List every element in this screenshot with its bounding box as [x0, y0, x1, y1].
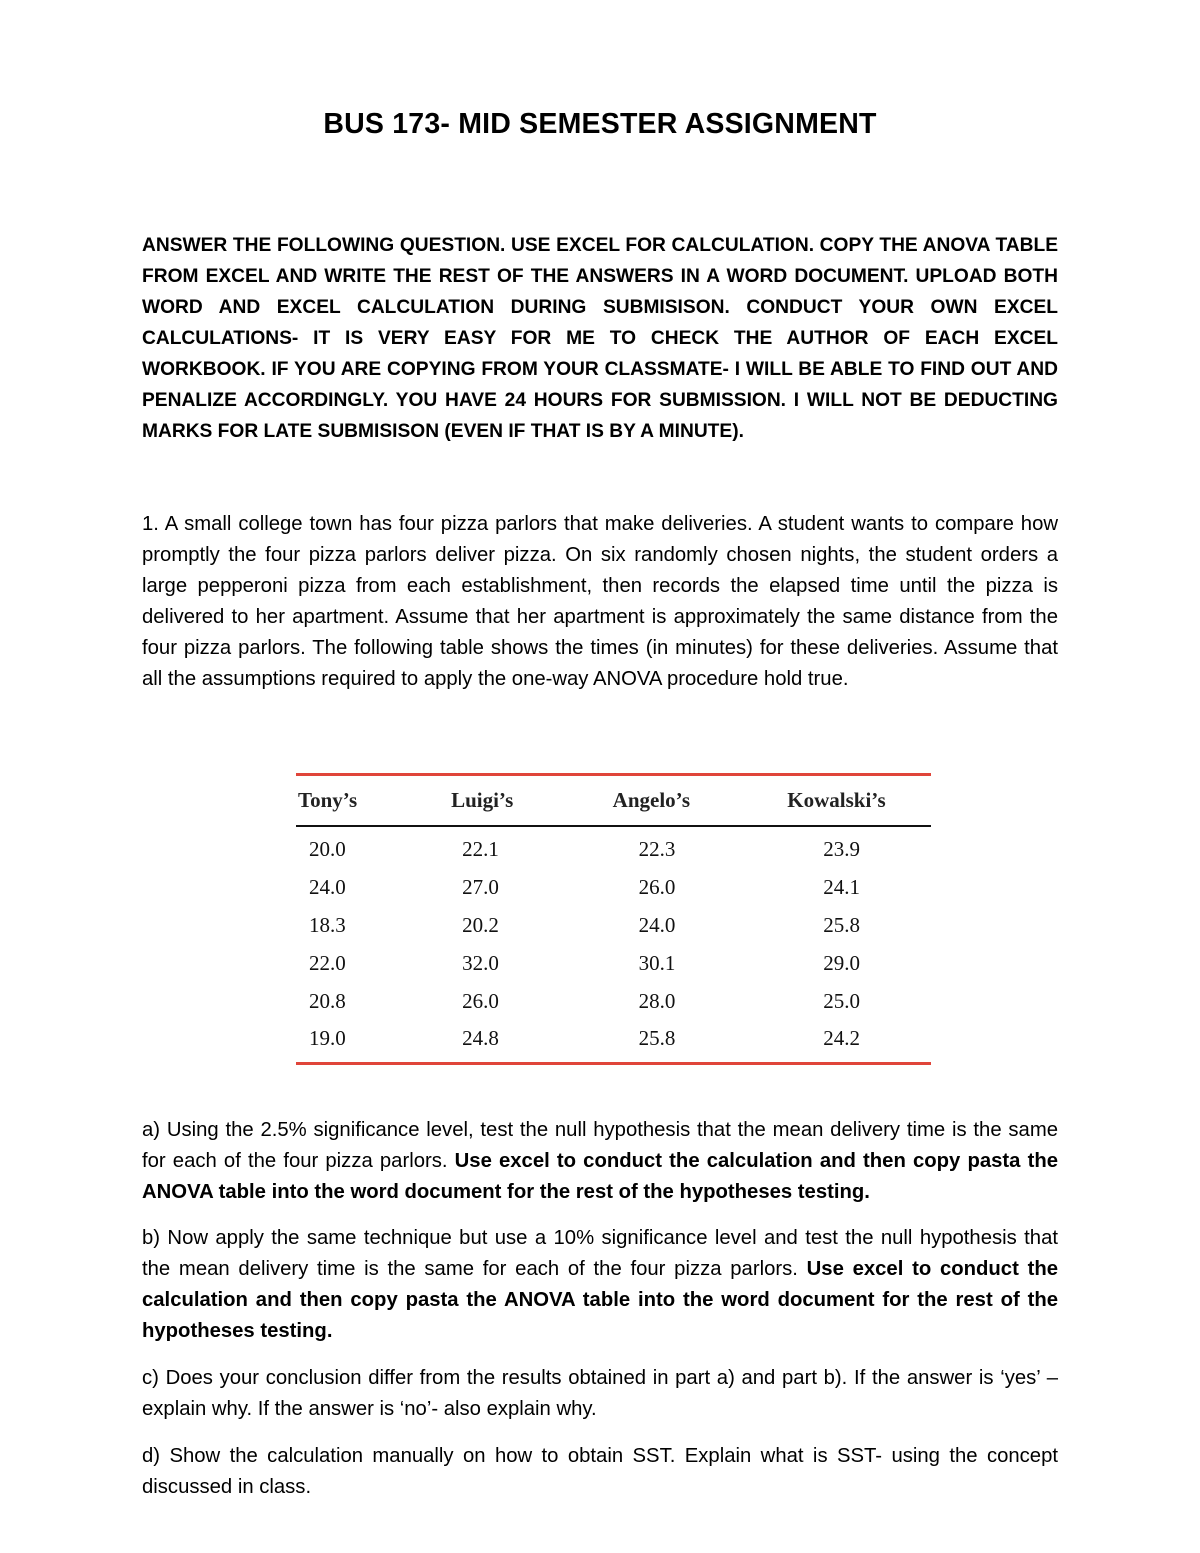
- table-cell: 20.8: [309, 988, 346, 1013]
- table-cell: 24.0: [309, 875, 346, 900]
- table-cell: 24.0: [638, 912, 676, 937]
- table-cell: 20.2: [462, 912, 499, 937]
- part-a-text: a) Using the 2.5% significance level, test the null hypothesis that the mean delivery time is the same for each of the four pizza parlors.: [142, 1119, 1058, 1172]
- page-title: BUS 173- MID SEMESTER ASSIGNMENT: [323, 108, 877, 140]
- table-cell: 26.0: [638, 875, 676, 900]
- column-header-kowalskis: Kowalski’s: [787, 788, 886, 812]
- table-cell: 28.0: [638, 988, 676, 1013]
- table-cell: 24.1: [823, 875, 861, 900]
- question-part-d: d) Show the calculation manually on how to obtain SST. Explain what is SST- using the concept discussed in class.: [142, 1445, 1058, 1498]
- table-row: [296, 869, 931, 907]
- part-a-bold-instruction: Use excel to conduct the calculation and then copy pasta the ANOVA table into the word document for the rest of the hypotheses testing.: [142, 1150, 1058, 1203]
- question-part-b: [142, 1223, 1058, 1347]
- table-cell: 25.8: [638, 1026, 676, 1051]
- table-cell: 29.0: [823, 950, 861, 975]
- table-cell: 23.9: [823, 837, 861, 862]
- table-cell: 32.0: [462, 950, 499, 975]
- table-row: [296, 944, 931, 982]
- table-cell: 19.0: [309, 1026, 346, 1051]
- table-cell: 26.0: [462, 988, 499, 1013]
- assignment-instructions: ANSWER THE FOLLOWING QUESTION. USE EXCEL FOR CALCULATION. COPY THE ANOVA TABLE FROM EXCEL AND WRITE THE REST OF THE ANSWERS IN A WORD DOCUMENT. UPLOAD BOTH WORD AND EXCEL CALCULATION DURING SUBMISISON. CONDUCT YOUR OWN EXCEL CALCULATIONS- IT IS VERY EASY FOR ME TO CHECK THE AUTHOR OF EACH EXCEL WORKBOOK. IF YOU ARE COPYING FROM YOUR CLASSMATE- I WILL BE ABLE TO FIND OUT AND PENALIZE ACCORDINGLY. YOU HAVE 24 HOURS FOR SUBMISSION. I WILL NOT BE DEDUCTING MARKS FOR LATE SUBMISISON (EVEN IF THAT IS BY A MINUTE).: [142, 235, 1058, 442]
- delivery-times-table-wrapper: [296, 773, 931, 1065]
- table-row: [296, 826, 931, 869]
- question-part-a: [142, 1115, 1058, 1208]
- part-b-text: b) Now apply the same technique but use a 10% significance level and test the null hypothesis that the mean delivery time is the same for each of the four pizza parlors.: [142, 1227, 1058, 1280]
- table-cell: 25.8: [823, 912, 861, 937]
- table-cell: 24.8: [462, 1026, 499, 1051]
- question-part-c: c) Does your conclusion differ from the results obtained in part a) and part b). If the answer is ‘yes’ – explain why. If the answer is ‘no’- also explain why.: [142, 1367, 1058, 1420]
- table-cell: 20.0: [309, 837, 346, 862]
- table-cell: 24.2: [823, 1026, 861, 1051]
- table-row: [296, 1020, 931, 1063]
- table-header-row: [296, 775, 931, 827]
- question-1-text: 1. A small college town has four pizza parlors that make deliveries. A student wants to compare how promptly the four pizza parlors deliver pizza. On six randomly chosen nights, the student orders a large pepperoni pizza from each establishment, then records the elapsed time until the pizza is delivered to her apartment. Assume that her apartment is approximately the same distance from the four pizza parlors. The following table shows the times (in minutes) for these deliveries. Assume that all the assumptions required to apply the one-way ANOVA procedure hold true.: [142, 513, 1058, 690]
- table-row: [296, 907, 931, 945]
- table-cell: 18.3: [309, 912, 346, 937]
- table-cell: 22.3: [638, 837, 676, 862]
- delivery-times-table: [296, 773, 931, 1065]
- column-header-tonys: Tony’s: [298, 788, 358, 812]
- table-row: [296, 982, 931, 1020]
- table-cell: 30.1: [638, 950, 676, 975]
- column-header-luigis: Luigi’s: [451, 788, 514, 812]
- column-header-angelos: Angelo’s: [612, 788, 691, 812]
- table-cell: 22.0: [309, 950, 346, 975]
- part-b-bold-instruction: Use excel to conduct the calculation and then copy pasta the ANOVA table into the word document for the rest of the hypotheses testing.: [142, 1258, 1058, 1342]
- table-cell: 22.1: [462, 837, 499, 862]
- table-cell: 25.0: [823, 988, 861, 1013]
- table-cell: 27.0: [462, 875, 499, 900]
